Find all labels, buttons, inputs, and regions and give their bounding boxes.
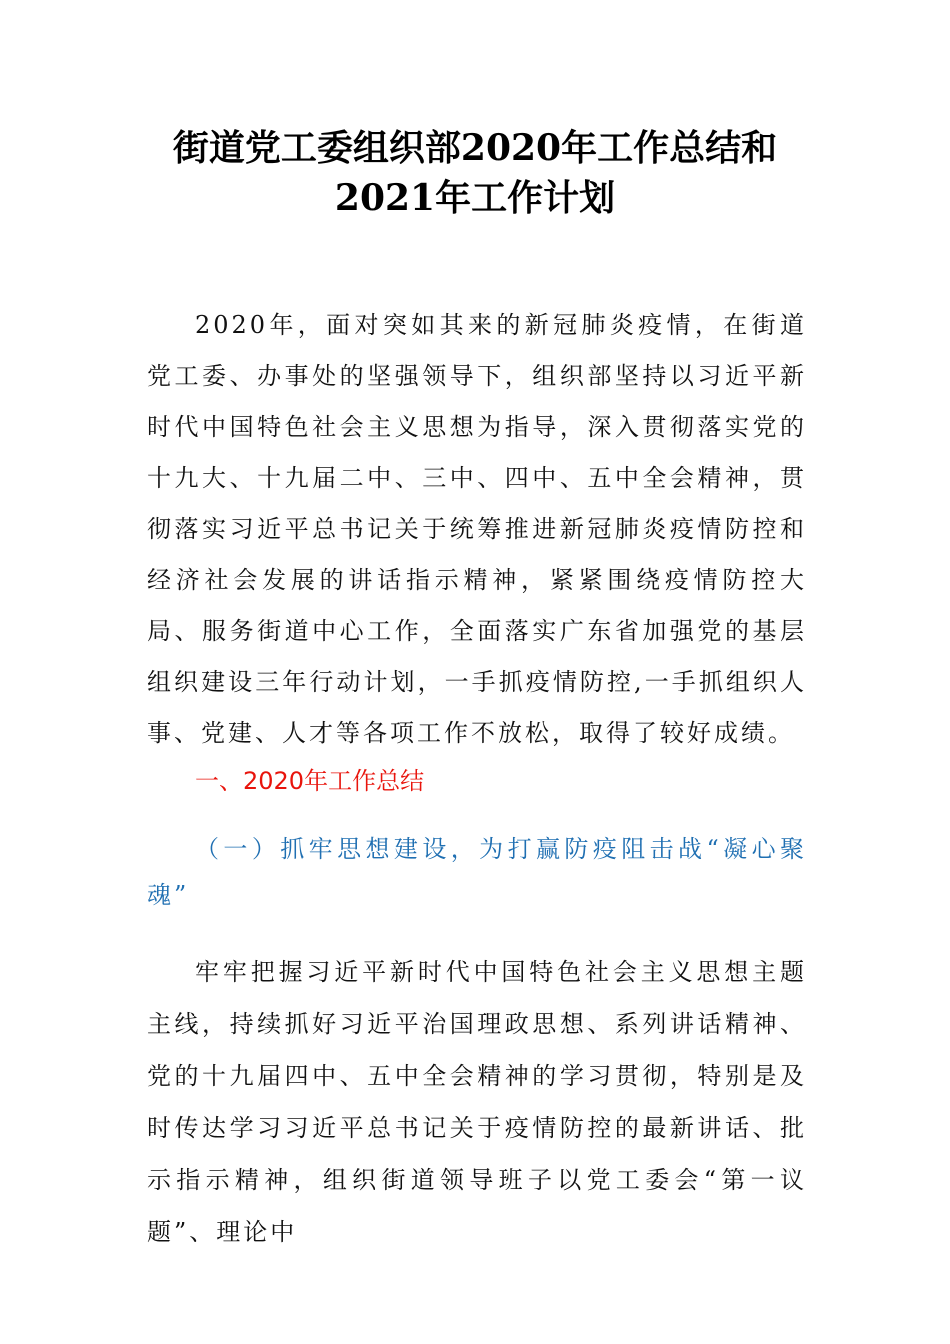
document-title-line-1: 街道党工委组织部2020年工作总结和: [172, 127, 778, 169]
intro-paragraph: 2020年，面对突如其来的新冠肺炎疫情，在街道党工委、办事处的坚强领导下，组织部坚持以习近平新时代中国特色社会主义思想为指导，深入贯彻落实党的十九大、十九届二中、三中、四中、五中全会精神，贯彻落实习近平总书记关于统筹推进新冠肺炎疫情防控和经济社会发展的讲话指示精神，紧紧围绕疫情防控大局、服务街道中心工作，全面落实广东省加强党的基层组织建设三年行动计划，一手抓疫情防控,一手抓组织人事、党建、人才等各项工作不放松，取得了较好成绩。: [147, 311, 807, 747]
subsection-heading-ideology: （一）抓牢思想建设，为打赢防疫阻击战“凝心聚魂”: [147, 835, 807, 909]
section-heading-summary: 一、2020年工作总结: [195, 767, 425, 795]
ideology-paragraph: 牢牢把握习近平新时代中国特色社会主义思想主题主线，持续抓好习近平治国理政思想、系列讲话精神、党的十九届四中、五中全会精神的学习贯彻，特别是及时传达学习习近平总书记关于疫情防控的最新讲话、批示指示精神，组织街道领导班子以党工委会“第一议题”、理论中: [147, 958, 807, 1246]
document-title-line-2: 2021年工作计划: [334, 177, 616, 219]
